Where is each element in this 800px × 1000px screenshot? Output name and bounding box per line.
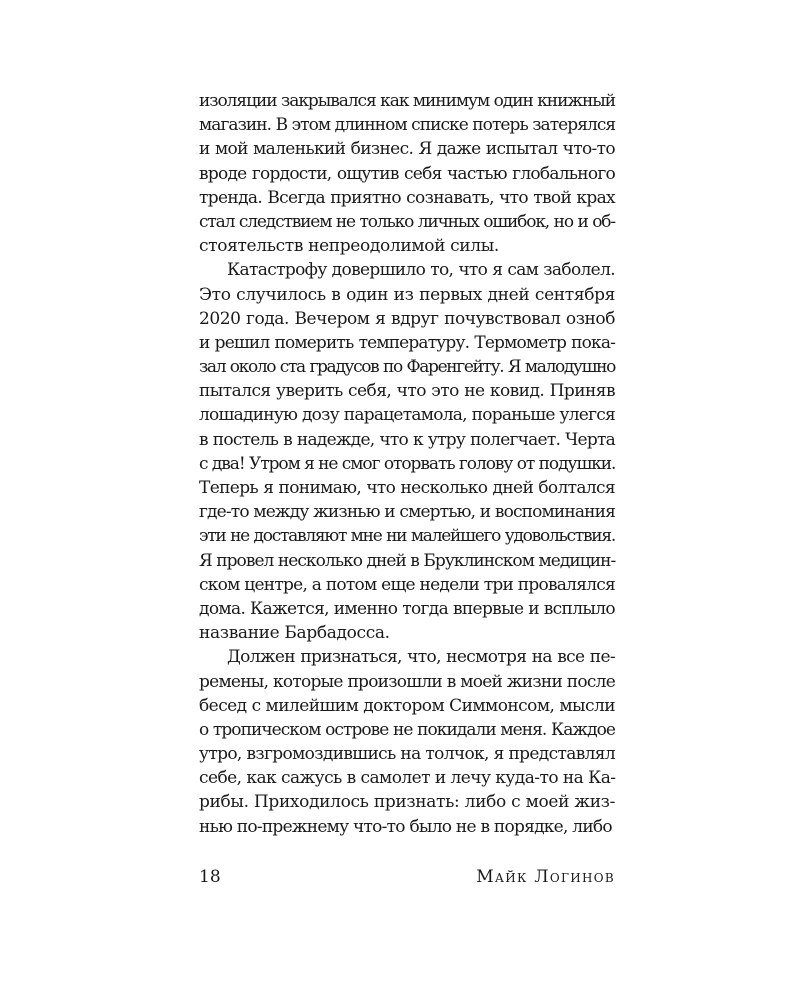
paragraph [199,645,615,839]
text-line: Должен признаться, что, несмотря на все пе- [227,647,615,668]
text-line: лошадиную дозу парацетамола, пораньше улегся [199,405,615,426]
paragraph [199,89,615,258]
text-line: где-то между жизнью и смертью, и воспоминания [199,502,615,523]
text-line: изоляции закрывался как минимум один книжный [199,91,615,111]
page-footer [199,867,615,891]
paragraph [199,258,615,645]
text-line: бесед с милейшим доктором Симмонсом, мысли [199,695,615,716]
body-text [199,89,615,839]
text-line: и решил померить температуру. Термометр пока- [199,332,615,353]
text-line: вроде гордости, ощутив себя частью глобального [199,163,615,184]
text-line: тренда. Всегда приятно сознавать, что твой крах [199,187,615,208]
text-line: Катастрофу довершило то, что я сам заболел. [227,260,615,281]
text-line: 2020 года. Вечером я вдруг почувствовал озноб [199,308,615,329]
text-line: о тропическом острове не покидали меня. Каждое [199,719,615,740]
text-line: Это случилось в один из первых дней сентября [199,284,615,305]
text-line: пытался уверить себя, что это не ковид. Приняв [199,381,615,402]
running-head-author: Майк Логинов [476,867,615,887]
text-line: и мой маленький бизнес. Я даже испытал что-то [199,139,615,160]
text-line: себе, как сажусь в самолет и лечу куда-то на Ка- [199,768,616,789]
text-line: стоятельств непреодолимой силы. [199,236,499,257]
text-line: ском центре, а потом еще недели три провалялся [199,574,615,595]
text-line: в постель в надежде, что к утру полегчает. Черта [199,429,615,450]
book-page [199,89,615,839]
text-line: название Барбадосса. [199,623,390,644]
text-line: стал следствием не только личных ошибок, но и об- [199,211,615,232]
text-line: ремены, которые произошли в моей жизни после [199,671,615,692]
text-line: Я провел несколько дней в Бруклинском медицин- [199,550,616,571]
text-line: Теперь я понимаю, что несколько дней болтался [199,478,615,498]
text-line: дома. Кажется, именно тогда впервые и всплыло [199,598,615,619]
text-line: с два! Утром я не смог оторвать голову от подушки. [199,453,616,474]
text-line: рибы. Приходилось признать: либо с моей жиз- [199,792,615,813]
text-line: магазин. В этом длинном списке потерь затерялся [199,115,616,136]
text-line: зал около ста градусов по Фаренгейту. Я малодушно [199,357,615,378]
text-line: утро, взгромоздившись на толчок, я представлял [199,744,615,765]
text-line: нью по-прежнему что-то было не в порядке, либо [199,816,612,837]
text-line: эти не доставляют мне ни малейшего удовольствия. [199,526,615,547]
page-number: 18 [199,867,221,887]
